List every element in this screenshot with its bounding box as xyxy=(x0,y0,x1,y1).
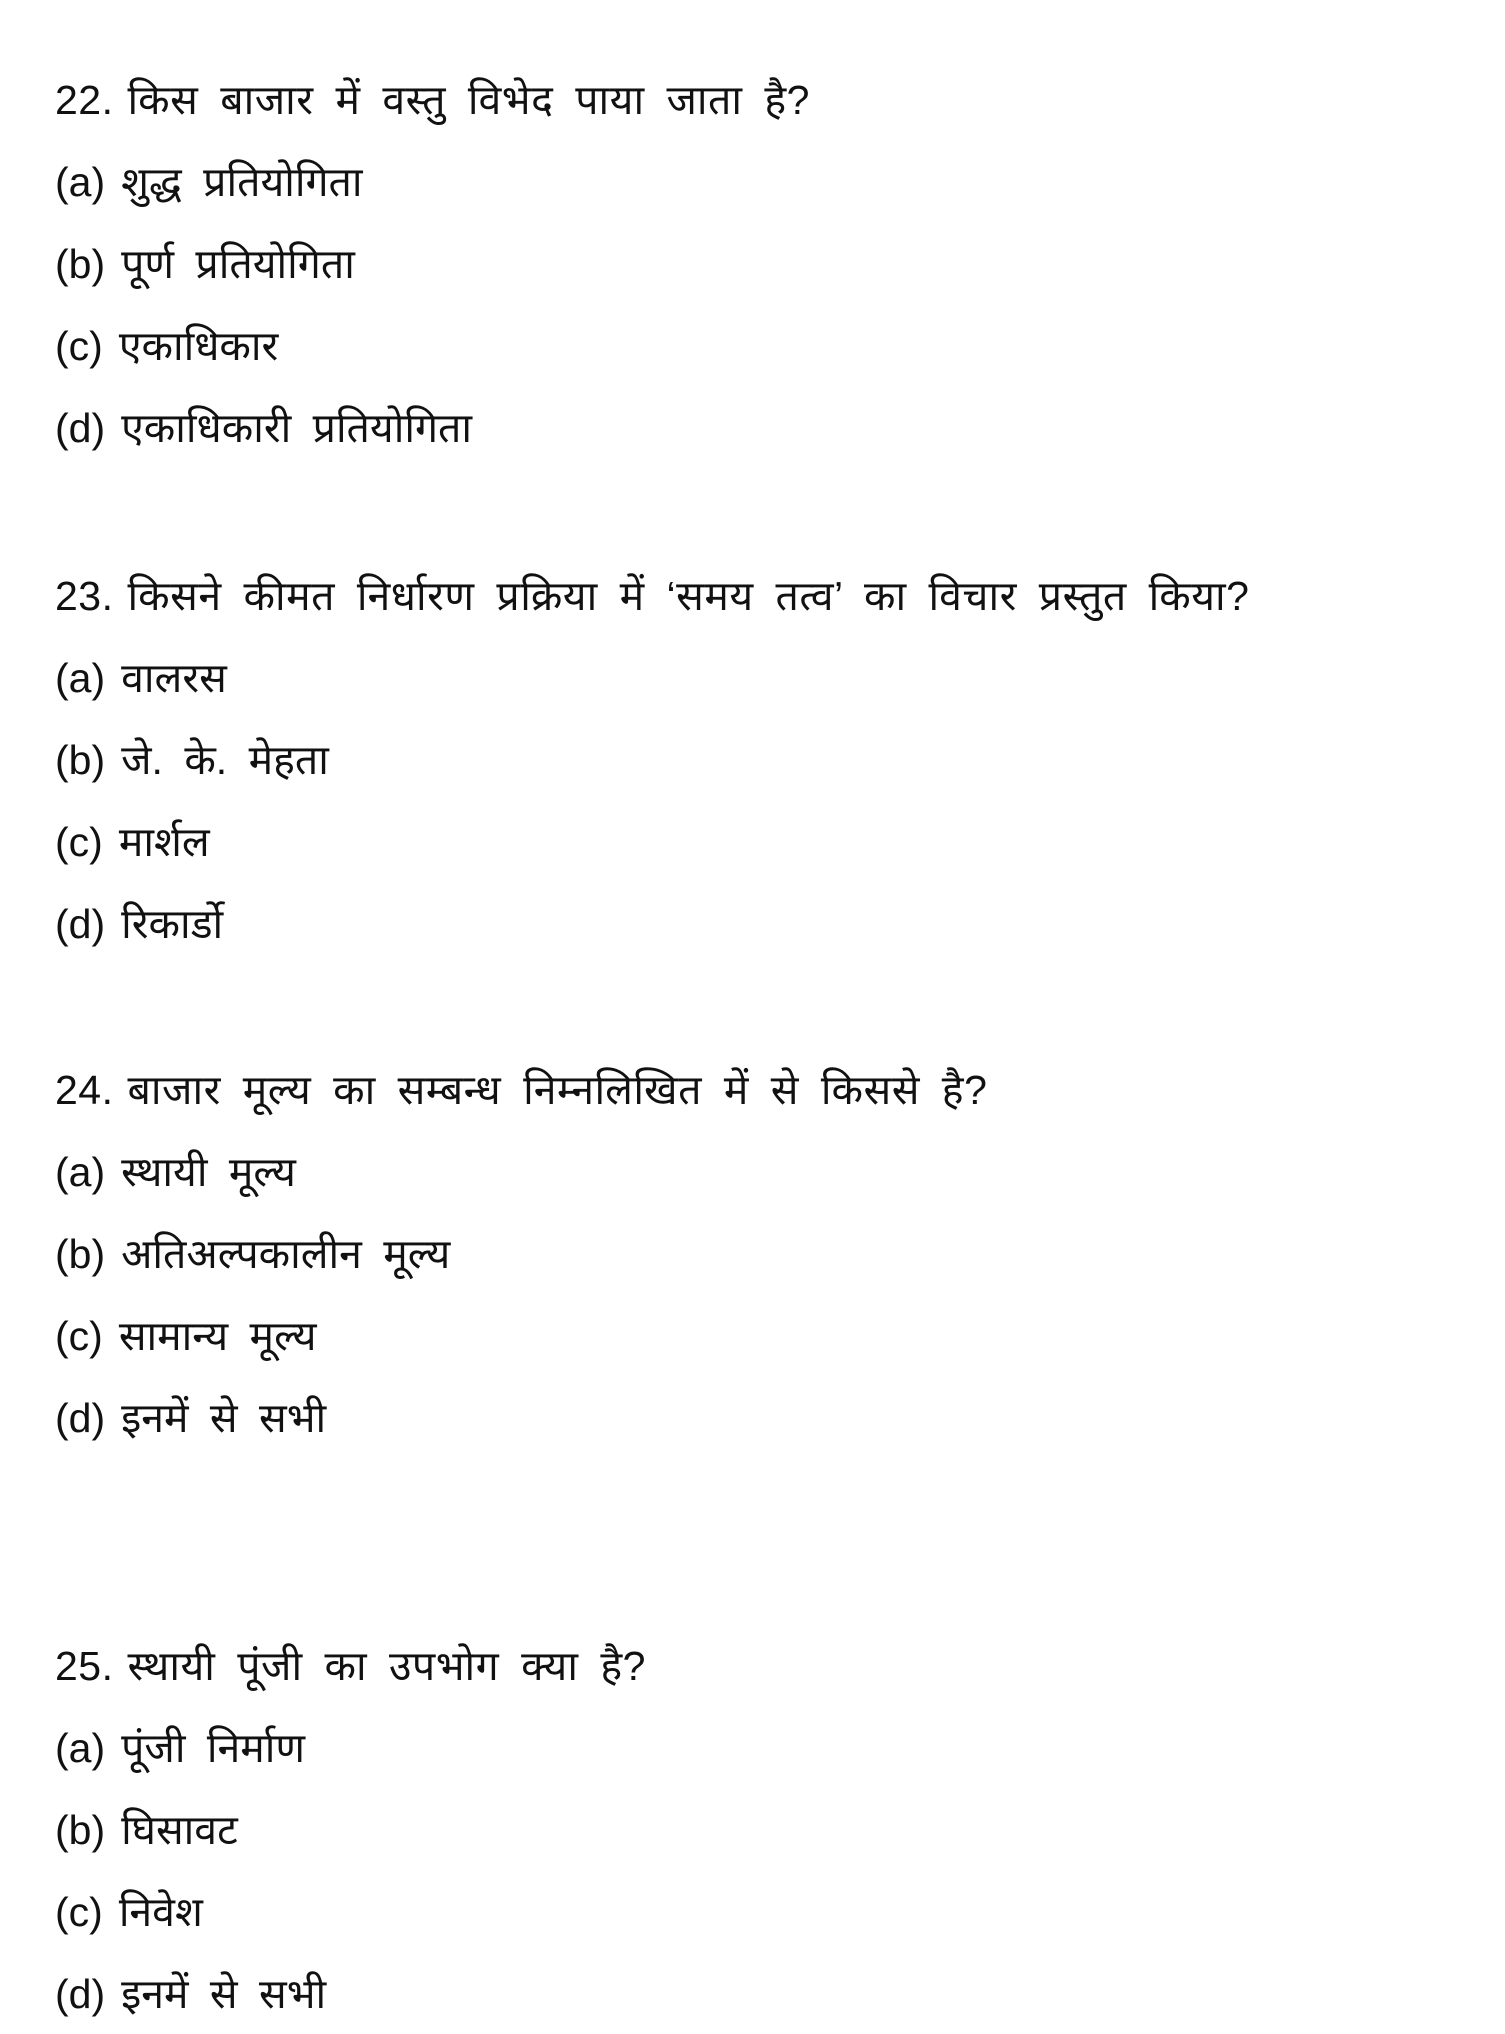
option-label: (b) xyxy=(55,737,106,783)
option-label: (d) xyxy=(55,1395,106,1441)
question-text-line xyxy=(55,76,1475,124)
option-b xyxy=(55,1230,450,1278)
option-d xyxy=(55,900,223,948)
option-label: (a) xyxy=(55,159,106,205)
question-number: 25. xyxy=(55,1643,114,1689)
option-d xyxy=(55,1394,326,1442)
question-text-line xyxy=(55,1066,1475,1114)
option-label: (d) xyxy=(55,405,106,451)
option-a xyxy=(55,158,363,206)
option-label: (d) xyxy=(55,1971,106,2017)
option-label: (c) xyxy=(55,1889,103,1935)
option-label: (a) xyxy=(55,655,106,701)
option-label: (b) xyxy=(55,1807,106,1853)
question-text: बाजार मूल्य का सम्बन्ध निम्नलिखित में से किससे है? xyxy=(127,1067,988,1113)
option-a xyxy=(55,1148,296,1196)
option-a xyxy=(55,1724,305,1772)
option-text: घिसावट xyxy=(121,1807,238,1853)
option-b xyxy=(55,1806,238,1854)
option-label: (a) xyxy=(55,1725,106,1771)
option-a xyxy=(55,654,227,702)
question-24 xyxy=(55,1066,1475,1441)
option-text: रिकार्डो xyxy=(121,901,224,947)
question-text-line xyxy=(55,572,1475,620)
question-23 xyxy=(55,572,1475,947)
option-text: इनमें से सभी xyxy=(121,1395,327,1441)
option-text: एकाधिकारी प्रतियोगिता xyxy=(121,405,473,451)
option-label: (c) xyxy=(55,323,103,369)
option-c xyxy=(55,1312,317,1360)
option-text: पूंजी निर्माण xyxy=(121,1725,305,1771)
question-number: 22. xyxy=(55,77,114,123)
option-text: जे. के. मेहता xyxy=(121,737,329,783)
option-c xyxy=(55,322,278,370)
option-text: निवेश xyxy=(118,1889,203,1935)
option-text: वालरस xyxy=(121,655,227,701)
option-text: स्थायी मूल्य xyxy=(121,1149,296,1195)
option-label: (d) xyxy=(55,901,106,947)
question-22 xyxy=(55,76,1475,451)
option-text: मार्शल xyxy=(118,819,210,865)
option-label: (b) xyxy=(55,1231,106,1277)
question-25 xyxy=(55,1642,1475,2017)
option-d xyxy=(55,1970,326,2018)
option-b xyxy=(55,240,355,288)
question-number: 24. xyxy=(55,1067,114,1113)
option-d xyxy=(55,404,472,452)
question-text: किस बाजार में वस्तु विभेद पाया जाता है? xyxy=(127,77,810,123)
option-text: एकाधिकार xyxy=(118,323,279,369)
question-text-line xyxy=(55,1642,1475,1690)
option-text: शुद्ध प्रतियोगिता xyxy=(121,159,363,205)
option-label: (c) xyxy=(55,1313,103,1359)
option-b xyxy=(55,736,329,784)
question-text: किसने कीमत निर्धारण प्रक्रिया में ‘समय तत्व’ का विचार प्रस्तुत किया? xyxy=(127,573,1250,619)
option-c xyxy=(55,1888,203,1936)
option-text: पूर्ण प्रतियोगिता xyxy=(121,241,355,287)
option-c xyxy=(55,818,210,866)
option-label: (b) xyxy=(55,241,106,287)
question-number: 23. xyxy=(55,573,114,619)
option-label: (c) xyxy=(55,819,103,865)
option-label: (a) xyxy=(55,1149,106,1195)
option-text: सामान्य मूल्य xyxy=(118,1313,317,1359)
option-text: अतिअल्पकालीन मूल्य xyxy=(121,1231,451,1277)
question-text: स्थायी पूंजी का उपभोग क्या है? xyxy=(127,1643,646,1689)
option-text: इनमें से सभी xyxy=(121,1971,327,2017)
